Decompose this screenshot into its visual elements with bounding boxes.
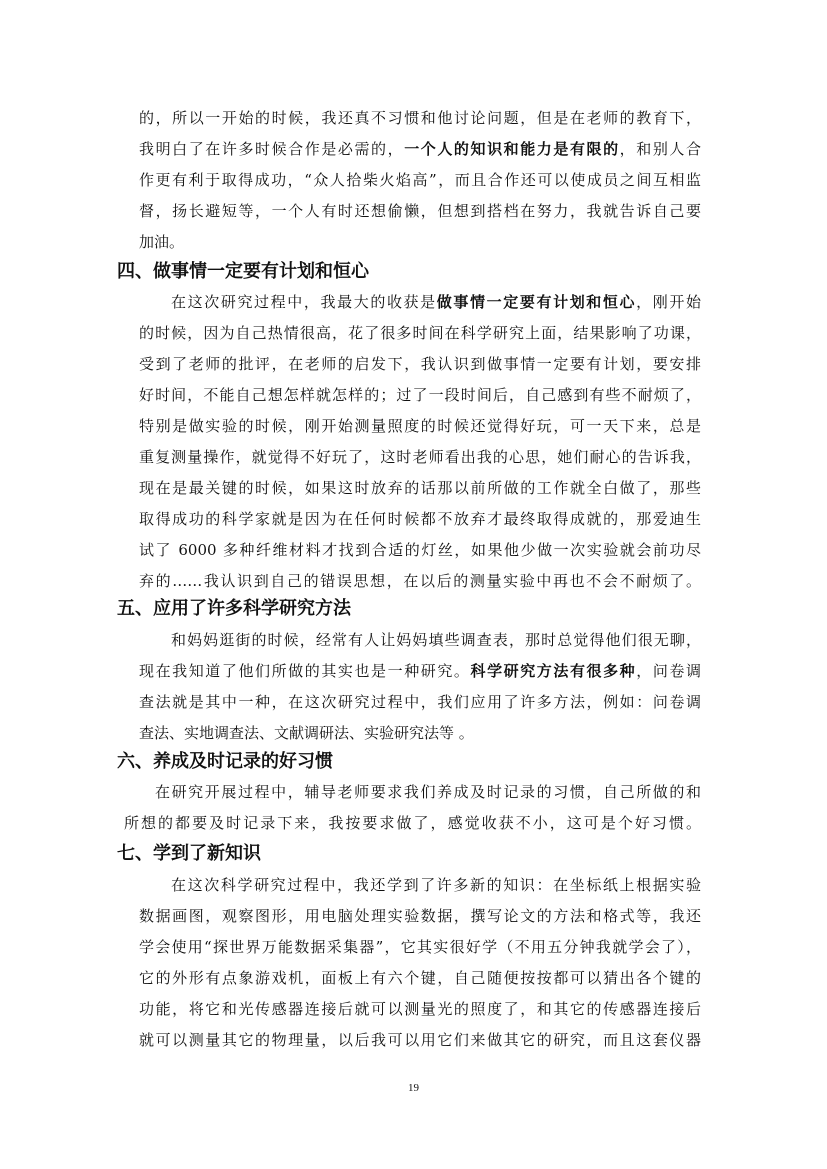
paragraph-line: 功能，将它和光传感器连接后就可以测量光的照度了，和其它的传感器连接后 [139,1000,701,1018]
paragraph-line: 在这次科学研究过程中，我还学到了许多新的知识：在坐标纸上根据实验 [171,876,701,894]
paragraph-line: 加油。 [139,233,185,251]
paragraph-line: 重复测量操作，就觉得不好玩了，这时老师看出我的心思，她们耐心的告诉我， [139,448,701,466]
paragraph-line: 好时间，不能自己想怎样就怎样的；过了一段时间后，自己感到有些不耐烦了， [139,386,701,404]
paragraph-line: 受到了老师的批评，在老师的启发下，我认识到做事情一定要有计划，要安排 [139,355,701,373]
paragraph-line: 督，扬长避短等，一个人有时还想偷懒，但想到搭档在努力，我就告诉自己要 [139,202,701,220]
paragraph-line: 在这次研究过程中，我最大的收获是做事情一定要有计划和恒心，刚开始 [171,293,701,311]
paragraph-line: 和妈妈逛街的时候，经常有人让妈妈填些调查表，那时总觉得他们很无聊， [171,631,701,649]
paragraph-line: 特别是做实验的时候，刚开始测量照度的时候还觉得好玩，可一天下来，总是 [139,417,701,435]
paragraph-line: 弃的……我认识到自己的错误思想，在以后的测量实验中再也不会不耐烦了。 [139,572,701,590]
paragraph-line: 它的外形有点象游戏机，面板上有六个键，自己随便按按都可以猜出各个键的 [139,969,701,987]
paragraph-line: 的，所以一开始的时候，我还真不习惯和他讨论问题，但是在老师的教育下， [139,109,701,127]
paragraph-line: 试了 6000 多种纤维材料才找到合适的灯丝，如果他少做一次实验就会前功尽 [139,541,701,559]
paragraph-line: 查法就是其中一种，在这次研究过程中，我们应用了许多方法，例如：问卷调 [139,693,701,711]
paragraph-line: 取得成功的科学家就是因为在任何时候都不放弃才最终取得成就的，那爱迪生 [139,510,701,528]
paragraph-line: 作更有利于取得成功，“众人拾柴火焰高”，而且合作还可以使成员之间互相监 [139,171,701,189]
section-heading: 六、养成及时记录的好习惯 [117,751,333,772]
paragraph-line: 的时候，因为自己热情很高，花了很多时间在科学研究上面，结果影响了功课， [139,324,701,342]
paragraph-line: 在研究开展过程中，辅导老师要求我们养成及时记录的习惯，自己所做的和 [155,783,701,801]
paragraph-line: 数据画图，观察图形，用电脑处理实验数据，撰写论文的方法和格式等，我还 [139,907,701,925]
paragraph-line: 现在是最关键的时候，如果这时放弃的话那以前所做的工作就全白做了，那些 [139,479,701,497]
paragraph-line: 所想的都要及时记录下来，我按要求做了，感觉收获不小，这可是个好习惯。 [124,814,701,832]
page-number: 19 [408,1082,419,1094]
section-heading: 四、做事情一定要有计划和恒心 [117,261,369,282]
paragraph-line: 现在我知道了他们所做的其实也是一种研究。科学研究方法有很多种，问卷调 [139,662,701,680]
section-heading: 五、应用了许多科学研究方法 [117,598,351,619]
paragraph-line: 学会使用“探世界万能数据采集器”，它其实很好学（不用五分钟我就学会了）， [139,938,701,956]
paragraph-line: 查法、实地调查法、文献调研法、实验研究法等 。 [139,724,474,742]
paragraph-line: 我明白了在许多时候合作是必需的，一个人的知识和能力是有限的，和别人合 [139,140,701,158]
section-heading: 七、学到了新知识 [117,843,261,864]
paragraph-line: 就可以测量其它的物理量，以后我可以用它们来做其它的研究，而且这套仪器 [139,1031,701,1049]
